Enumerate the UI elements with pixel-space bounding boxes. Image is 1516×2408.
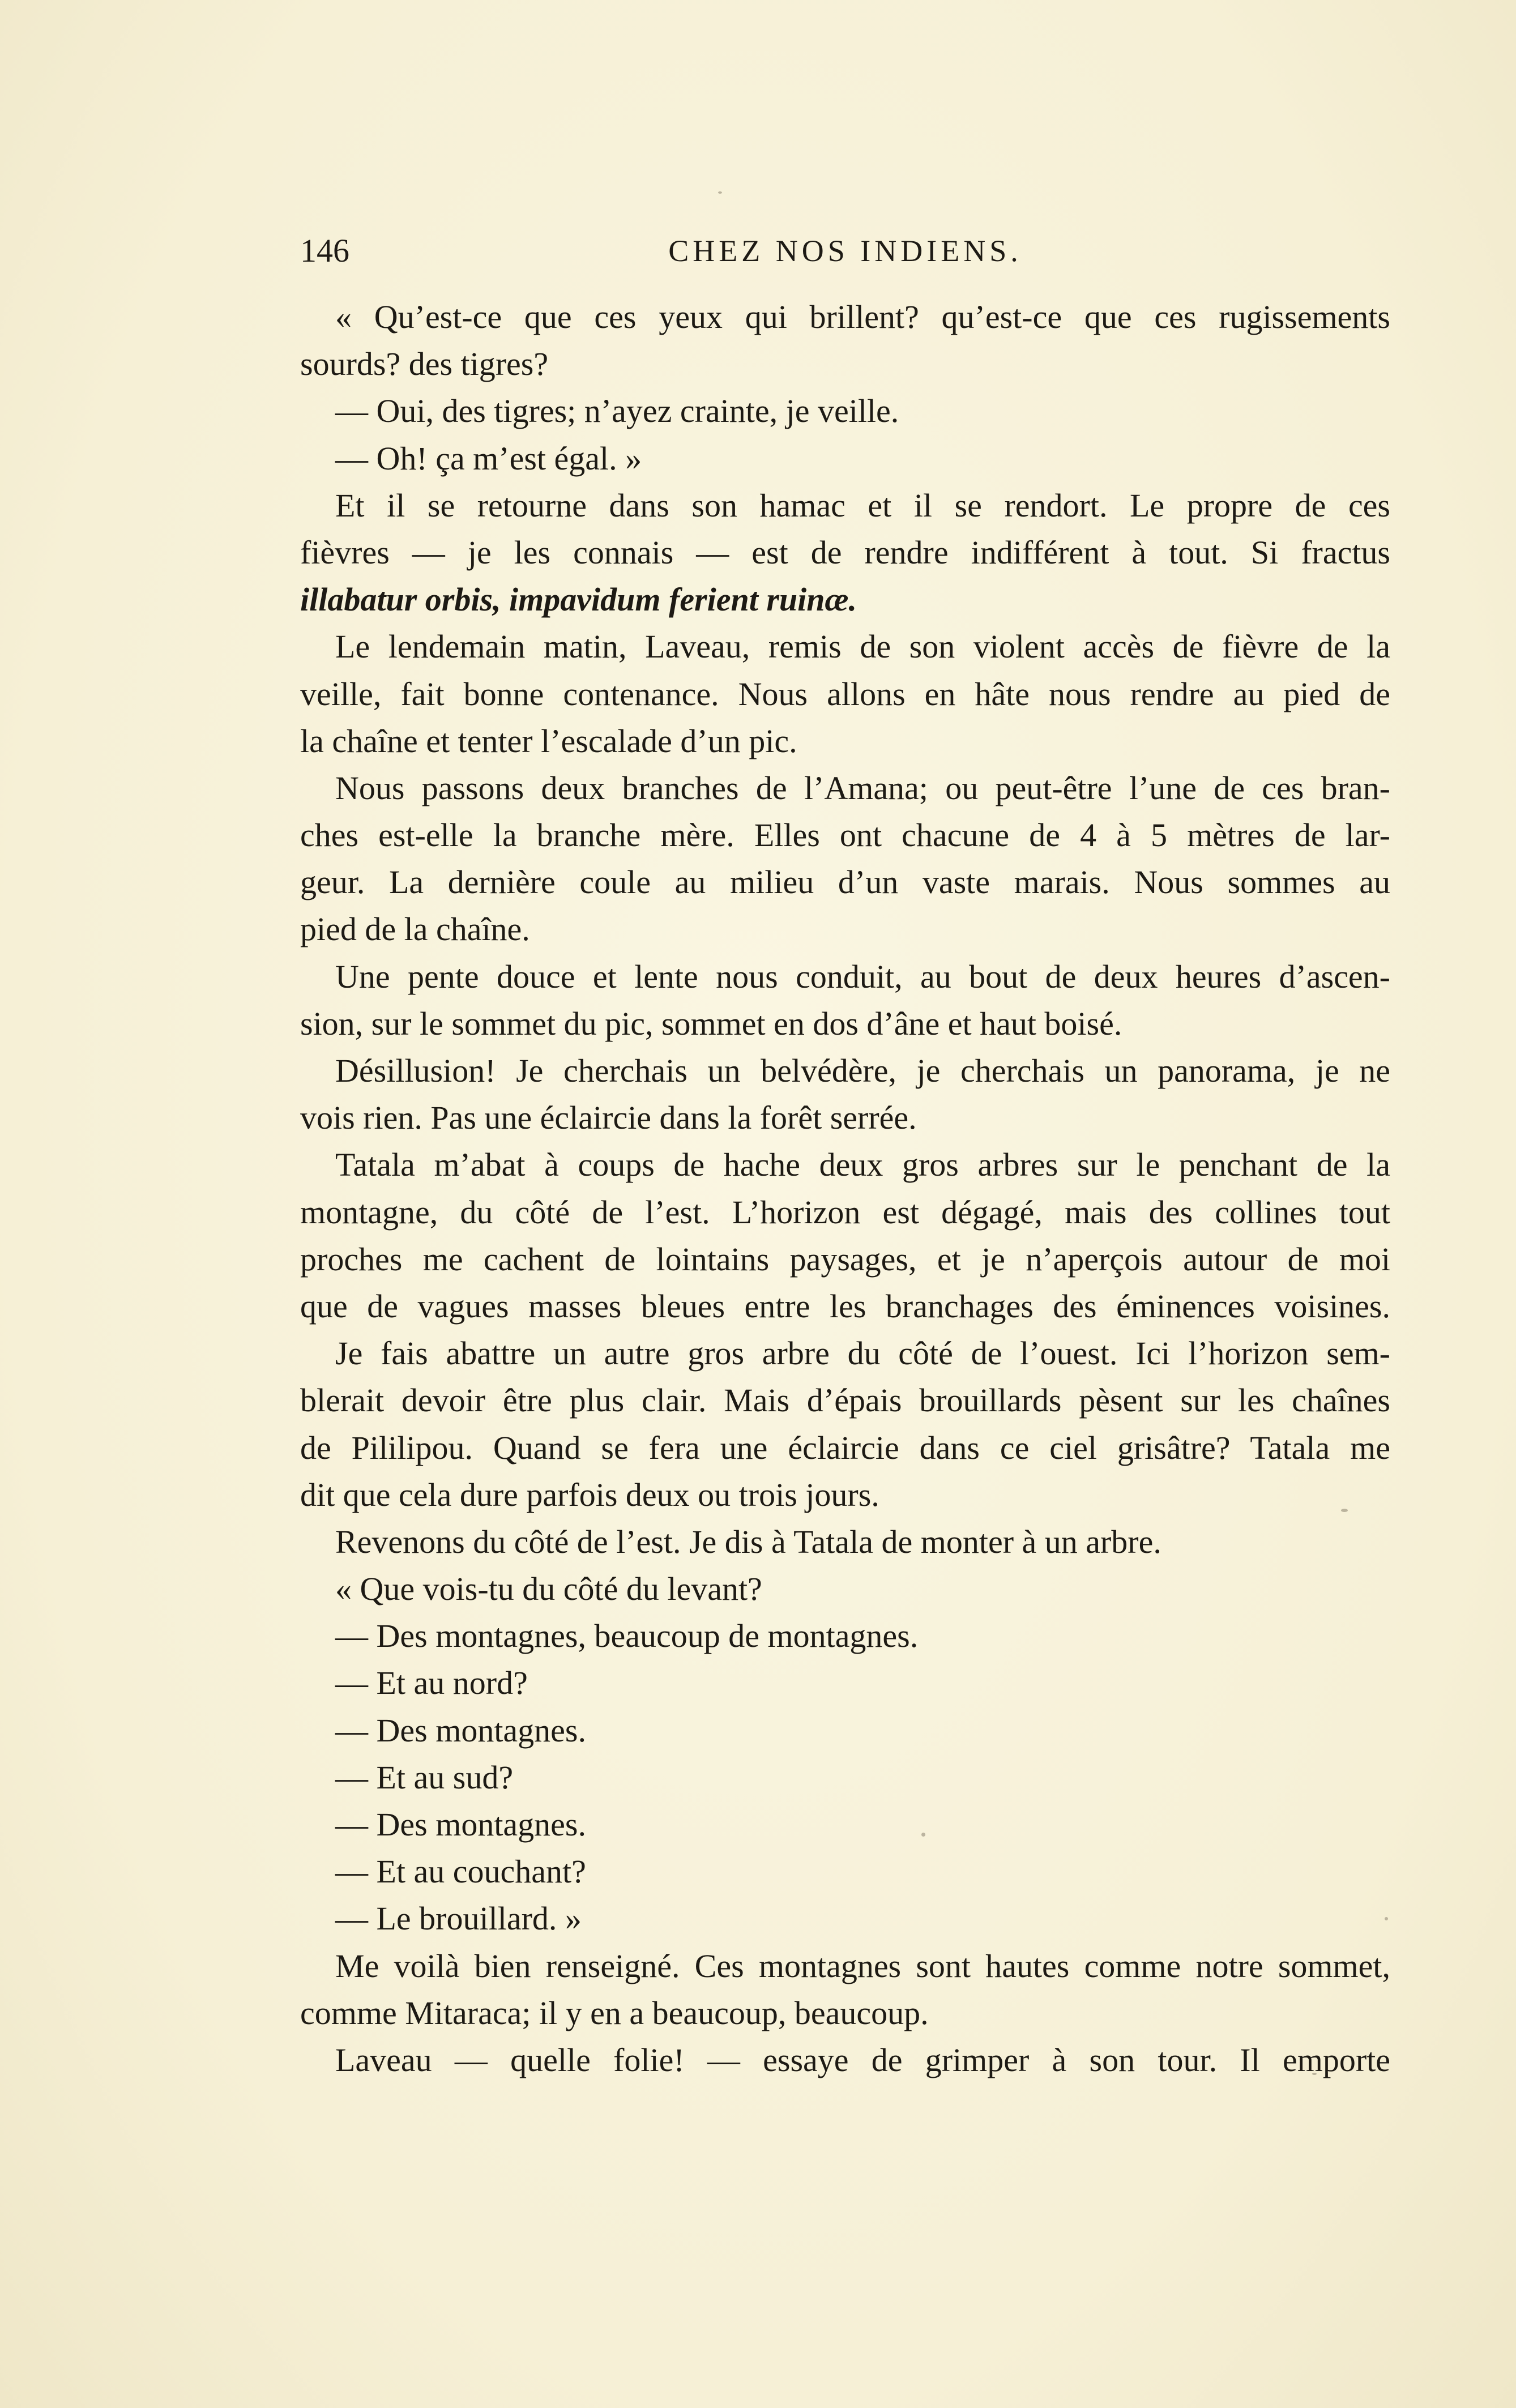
- text-line: Et il se retourne dans son hamac et il se rendort. Le propre de ces: [335, 486, 1390, 524]
- text-line: veille, fait bonne contenance. Nous allons en hâte nous rendre au pied de: [300, 675, 1390, 712]
- text-line: Nous passons deux branches de l’Amana; ou peut-être l’une de ces bran-: [335, 769, 1390, 806]
- text-line: — Et au nord?: [335, 1664, 528, 1702]
- text-line: Une pente douce et lente nous conduit, au bout de deux heures d’ascen-: [335, 958, 1390, 995]
- text-line: la chaîne et tenter l’escalade d’un pic.: [300, 722, 797, 759]
- text-line: Tatala m’abat à coups de hache deux gros arbres sur le penchant de la: [335, 1146, 1390, 1184]
- running-title: CHEZ NOS INDIENS.: [668, 234, 1022, 268]
- text-line: vois rien. Pas une éclaircie dans la forêt serrée.: [300, 1099, 917, 1137]
- text-line: Désillusion! Je cherchais un belvédère, je cherchais un panorama, je ne: [335, 1052, 1390, 1089]
- text-line: Je fais abattre un autre gros arbre du côté de l’ouest. Ici l’horizon sem-: [335, 1335, 1390, 1372]
- text-line: proches me cachent de lointains paysages, et je n’aperçois autour de moi: [300, 1240, 1390, 1278]
- text-line: fièvres — je les connais — est de rendre indifférent à tout. Si fractus: [300, 533, 1390, 571]
- text-line: blerait devoir être plus clair. Mais d’épais brouillards pèsent sur les chaînes: [300, 1382, 1390, 1419]
- text-line: sion, sur le sommet du pic, sommet en dos d’âne et haut boisé.: [300, 1005, 1122, 1042]
- text-line: montagne, du côté de l’est. L’horizon est dégagé, mais des collines tout: [300, 1193, 1390, 1231]
- text-line: dit que cela dure parfois deux ou trois jours.: [300, 1476, 879, 1513]
- text-line: — Le brouillard. »: [335, 1900, 582, 1937]
- text-line: Laveau — quelle folie! — essaye de grimper à son tour. Il emporte: [335, 2041, 1390, 2078]
- text-line: — Des montagnes.: [335, 1806, 586, 1843]
- text-line: — Des montagnes.: [335, 1711, 586, 1749]
- body-text: [300, 293, 1390, 2083]
- text-line: — Oh! ça m’est égal. »: [335, 439, 642, 477]
- text-line: comme Mitaraca; il y en a beaucoup, beaucoup.: [300, 1994, 929, 2031]
- text-line: geur. La dernière coule au milieu d’un vaste marais. Nous sommes au: [300, 864, 1390, 901]
- text-line: sourds? des tigres?: [300, 345, 549, 383]
- text-line: Le lendemain matin, Laveau, remis de son violent accès de fièvre de la: [335, 628, 1390, 665]
- page-header: [300, 231, 1390, 271]
- text-line: « Qu’est-ce que ces yeux qui brillent? qu’est-ce que ces rugissements: [335, 298, 1390, 335]
- text-line: que de vagues masses bleues entre les branchages des éminences voisines.: [300, 1287, 1390, 1325]
- text-line: Revenons du côté de l’est. Je dis à Tatala de monter à un arbre.: [335, 1523, 1161, 1560]
- text-line: de Pililipou. Quand se fera une éclaircie dans ce ciel grisâtre? Tatala me: [300, 1429, 1390, 1466]
- text-line: « Que vois-tu du côté du levant?: [335, 1570, 762, 1608]
- text-line: — Oui, des tigres; n’ayez crainte, je veille.: [335, 392, 899, 430]
- text-line: Me voilà bien renseigné. Ces montagnes sont hautes comme notre sommet,: [335, 1947, 1390, 1984]
- paper-speck: [718, 191, 722, 194]
- text-line: pied de la chaîne.: [300, 911, 530, 948]
- text-line: illabatur orbis, impavidum ferient ruinæ.: [300, 581, 857, 618]
- text-line: — Des montagnes, beaucoup de montagnes.: [335, 1617, 919, 1655]
- page-number: 146: [300, 232, 349, 269]
- text-line: — Et au couchant?: [335, 1853, 586, 1890]
- text-line: ches est-elle la branche mère. Elles ont chacune de 4 à 5 mètres de lar-: [300, 817, 1390, 854]
- text-line: — Et au sud?: [335, 1758, 514, 1796]
